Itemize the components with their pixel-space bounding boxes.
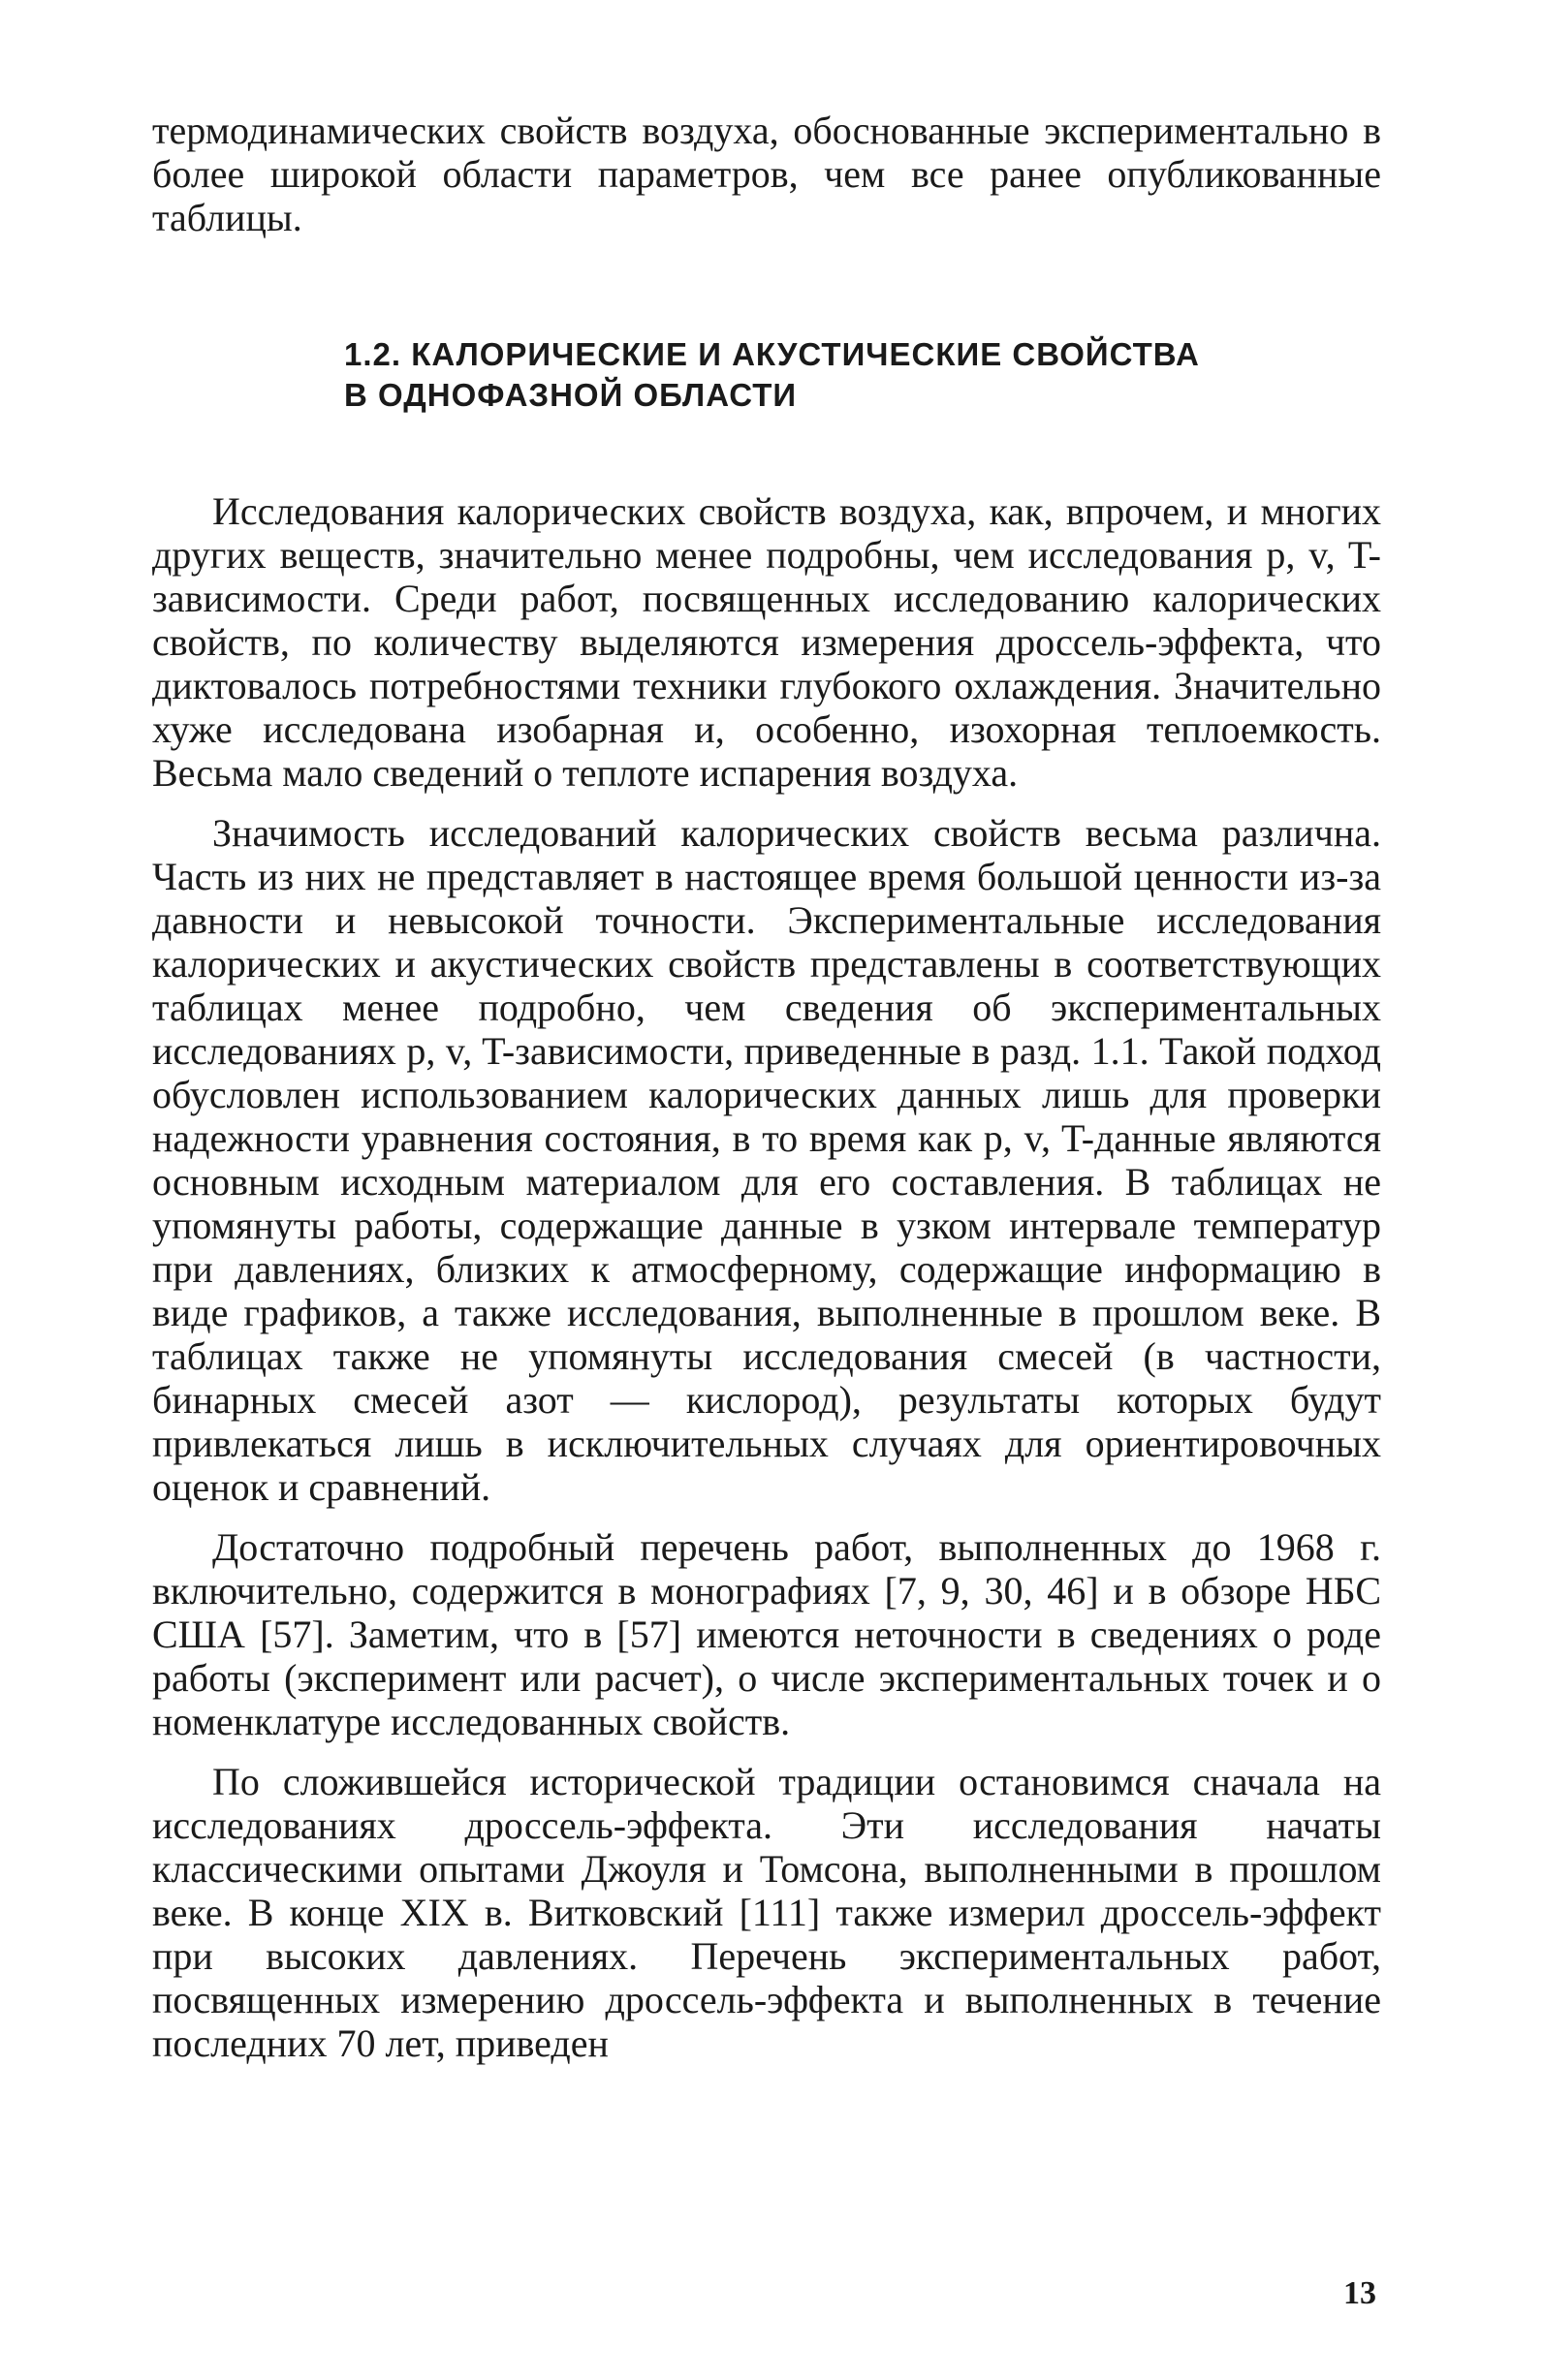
section-heading bbox=[344, 334, 1381, 416]
intro-paragraph: термодинамических свойств воздуха, обоснованные экспериментально в более широкой области параметров, чем все ранее опубликованные таблицы. bbox=[152, 109, 1381, 239]
paragraph-2: Значимость исследований калорических свойств весьма различна. Часть из них не представляет в настоящее время большой ценности из-за давности и невысокой точности. Экспериментальные исследования калорических и акустических свойств представлены в соответствующих таблицах менее подробно, чем сведения об экспериментальных исследованиях p, v, T-зависимости, приведенные в разд. 1.1. Такой подход обусловлен использованием калорических данных лишь для проверки надежности уравнения состояния, в то время как p, v, T-данные являются основным исходным материалом для его составления. В таблицах не упомянуты работы, содержащие данные в узком интервале температур при давлениях, близких к атмосферному, содержащие информацию в виде графиков, а также исследования, выполненные в прошлом веке. В таблицах также не упомянуты исследования смесей (в частности, бинарных смесей азот — кислород), результаты которых будут привлекаться лишь в исключительных случаях для ориентировочных оценок и сравнений. bbox=[152, 811, 1381, 1509]
section-heading-line-2: В ОДНОФАЗНОЙ ОБЛАСТИ bbox=[344, 377, 798, 413]
paragraph-3: Достаточно подробный перечень работ, выполненных до 1968 г. включительно, содержится в монографиях [7, 9, 30, 46] и в обзоре НБС США [57]. Заметим, что в [57] имеются неточности в сведениях о роде работы (эксперимент или расчет), о числе экспериментальных точек и о номенклатуре исследованных свойств. bbox=[152, 1525, 1381, 1743]
page-body bbox=[152, 109, 1381, 2065]
section-heading-line-1: 1.2. КАЛОРИЧЕСКИЕ И АКУСТИЧЕСКИЕ СВОЙСТВА bbox=[344, 336, 1200, 372]
text-block bbox=[152, 109, 1381, 2065]
paragraph-4: По сложившейся исторической традиции остановимся сначала на исследованиях дроссель-эффекта. Эти исследования начаты классическими опытами Джоуля и Томсона, выполненными в прошлом веке. В конце XIX в. Витковский [111] также измерил дроссель-эффект при высоких давлениях. Перечень экспериментальных работ, посвященных измерению дроссель-эффекта и выполненных в течение последних 70 лет, приведен bbox=[152, 1760, 1381, 2065]
paragraph-1: Исследования калорических свойств воздуха, как, впрочем, и многих других веществ, значительно менее подробны, чем исследования p, v, T-зависимости. Среди работ, посвященных исследованию калорических свойств, по количеству выделяются измерения дроссель-эффекта, что диктовалось потребностями техники глубокого охлаждения. Значительно хуже исследована изобарная и, особенно, изохорная теплоемкость. Весьма мало сведений о теплоте испарения воздуха. bbox=[152, 489, 1381, 795]
page-number: 13 bbox=[1343, 2275, 1376, 2311]
